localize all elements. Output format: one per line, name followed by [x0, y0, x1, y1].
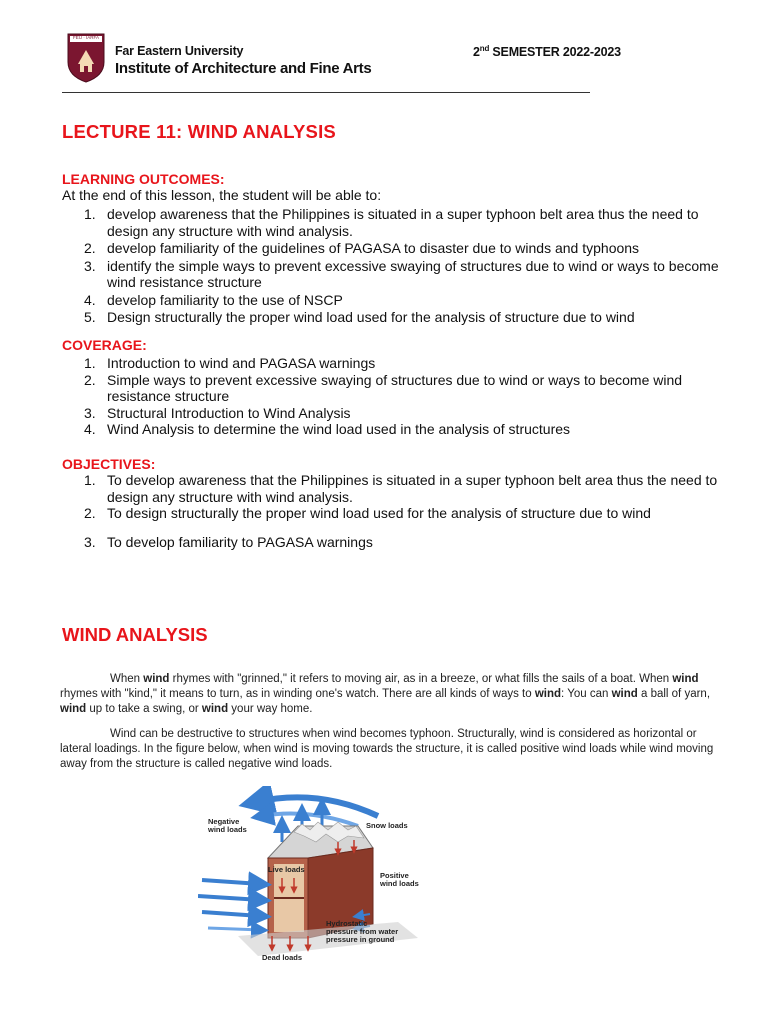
- item-number: 2.: [84, 371, 96, 388]
- objectives-heading: OBJECTIVES:: [62, 456, 156, 472]
- item-number: 4.: [84, 291, 96, 308]
- wind-loads-figure: [198, 786, 438, 964]
- semester-text: SEMESTER 2022-2023: [489, 45, 621, 60]
- list-item: [0, 534, 768, 551]
- item-number: 1.: [84, 206, 96, 222]
- learning-outcomes-intro: At the end of this lesson, the student will be able to:: [62, 187, 382, 203]
- label-snow-loads: Snow loads: [366, 821, 408, 830]
- para-text: rhymes with "kind," it means to turn, as in winding one's watch. There are all kinds of ways to: [60, 688, 535, 700]
- header-divider: [62, 92, 590, 93]
- objectives-list: [0, 472, 768, 550]
- lecture-title: LECTURE 11: WIND ANALYSIS: [62, 121, 336, 142]
- item-text: develop awareness that the Philippines is situated in a super typhoon belt area thus the need to design any structure with wind analysis.: [107, 206, 699, 239]
- item-text: develop familiarity to the use of NSCP: [107, 291, 343, 308]
- positive-wind-arrow: [198, 896, 260, 900]
- item-number: 1.: [84, 472, 96, 488]
- item-number: 3.: [84, 533, 96, 550]
- institute-name: Institute of Architecture and Fine Arts: [115, 60, 372, 77]
- label-hydrostatic: pressure from water: [326, 927, 399, 936]
- para-bold: wind: [201, 703, 229, 715]
- item-text: Introduction to wind and PAGASA warnings: [107, 355, 376, 371]
- label-hydrostatic: Hydrostatic: [326, 919, 368, 928]
- list-item: [0, 240, 768, 257]
- item-number: 2.: [84, 505, 96, 521]
- list-item: [0, 292, 768, 309]
- item-number: 1.: [84, 355, 96, 371]
- wind-analysis-heading: WIND ANALYSIS: [62, 624, 208, 645]
- label-positive-wind: Positive: [380, 871, 409, 880]
- list-item: [0, 309, 768, 326]
- para-bold: wind: [60, 703, 87, 715]
- label-dead-loads: Dead loads: [262, 953, 303, 962]
- label-hydrostatic: pressure in ground: [326, 935, 395, 944]
- item-text: Wind Analysis to determine the wind load used in the analysis of structures: [107, 421, 571, 437]
- list-item: [0, 258, 768, 291]
- coverage-list: [0, 355, 768, 438]
- para-text: a ball of yarn,: [637, 688, 711, 700]
- para-text: : You can: [561, 688, 612, 700]
- list-item: [0, 355, 768, 372]
- list-item: [0, 405, 768, 422]
- para-text: up to take a swing, or: [86, 703, 202, 715]
- semester-label: [473, 44, 621, 59]
- item-text: develop familiarity of the guidelines of PAGASA to disaster due to winds and typhoons: [107, 240, 640, 256]
- learning-outcomes-list: [0, 206, 768, 327]
- item-text: Design structurally the proper wind load used for the analysis of structure due to wind: [107, 309, 635, 325]
- list-item: [0, 505, 768, 522]
- para-bold: wind: [672, 673, 699, 685]
- list-item: [0, 472, 768, 505]
- para-text: rhymes with "grinned," it refers to moving air, as in a breeze, or what fills the sails of a boat. When: [169, 673, 673, 685]
- para-text: Wind can be destructive to structures when wind becomes typhoon. Structurally, wind is considered as horizontal or lateral loadings. In the figure below, when wind is moving towards the structure, it is called positive wind loads while wind moving away from the structure is called negative wind loads.: [60, 728, 714, 770]
- item-number: 5.: [84, 309, 96, 325]
- label-negative-wind: Negative: [208, 817, 240, 826]
- positive-wind-arrow: [202, 880, 260, 884]
- semester-number: 2: [473, 45, 480, 60]
- label-negative-wind: wind loads: [208, 825, 247, 834]
- wind-loads-paragraph: [60, 727, 724, 772]
- wind-definition-paragraph: [60, 672, 724, 717]
- item-text: To develop familiarity to PAGASA warnings: [107, 533, 373, 550]
- list-item: [0, 206, 768, 239]
- item-number: 4.: [84, 421, 96, 437]
- positive-wind-arrow: [202, 912, 260, 916]
- logo-caption: FEU · IARFA: [72, 35, 99, 40]
- positive-wind-arrow: [208, 928, 260, 930]
- item-number: 3.: [84, 404, 96, 421]
- list-item: [0, 421, 768, 438]
- item-text: To develop awareness that the Philippines is situated in a super typhoon belt area thus the need to design any structure with wind analysis.: [107, 472, 718, 505]
- item-text: identify the simple ways to prevent excessive swaying of structures due to wind or ways to become wind resistance structure: [107, 257, 719, 290]
- university-name: Far Eastern University: [115, 44, 244, 58]
- para-bold: wind: [143, 673, 170, 685]
- para-bold: wind: [611, 688, 638, 700]
- para-text: your way home.: [228, 703, 313, 715]
- para-text: When: [110, 673, 144, 685]
- label-live-loads: Live loads: [268, 865, 305, 874]
- learning-outcomes-heading: LEARNING OUTCOMES:: [62, 171, 225, 187]
- para-bold: wind: [534, 688, 562, 700]
- item-number: 3.: [84, 257, 96, 274]
- label-positive-wind: wind loads: [380, 879, 419, 888]
- coverage-heading: COVERAGE:: [62, 337, 147, 353]
- item-text: Simple ways to prevent excessive swaying of structures due to wind or ways to become wind resistance structure: [107, 371, 683, 404]
- item-text: To design structurally the proper wind load used for the analysis of structure due to wind: [107, 505, 651, 521]
- semester-suffix: nd: [479, 44, 490, 53]
- negative-wind-arrow: [262, 814, 358, 826]
- item-number: 2.: [84, 240, 96, 256]
- list-item: [0, 372, 768, 405]
- item-text: Structural Introduction to Wind Analysis: [107, 404, 351, 421]
